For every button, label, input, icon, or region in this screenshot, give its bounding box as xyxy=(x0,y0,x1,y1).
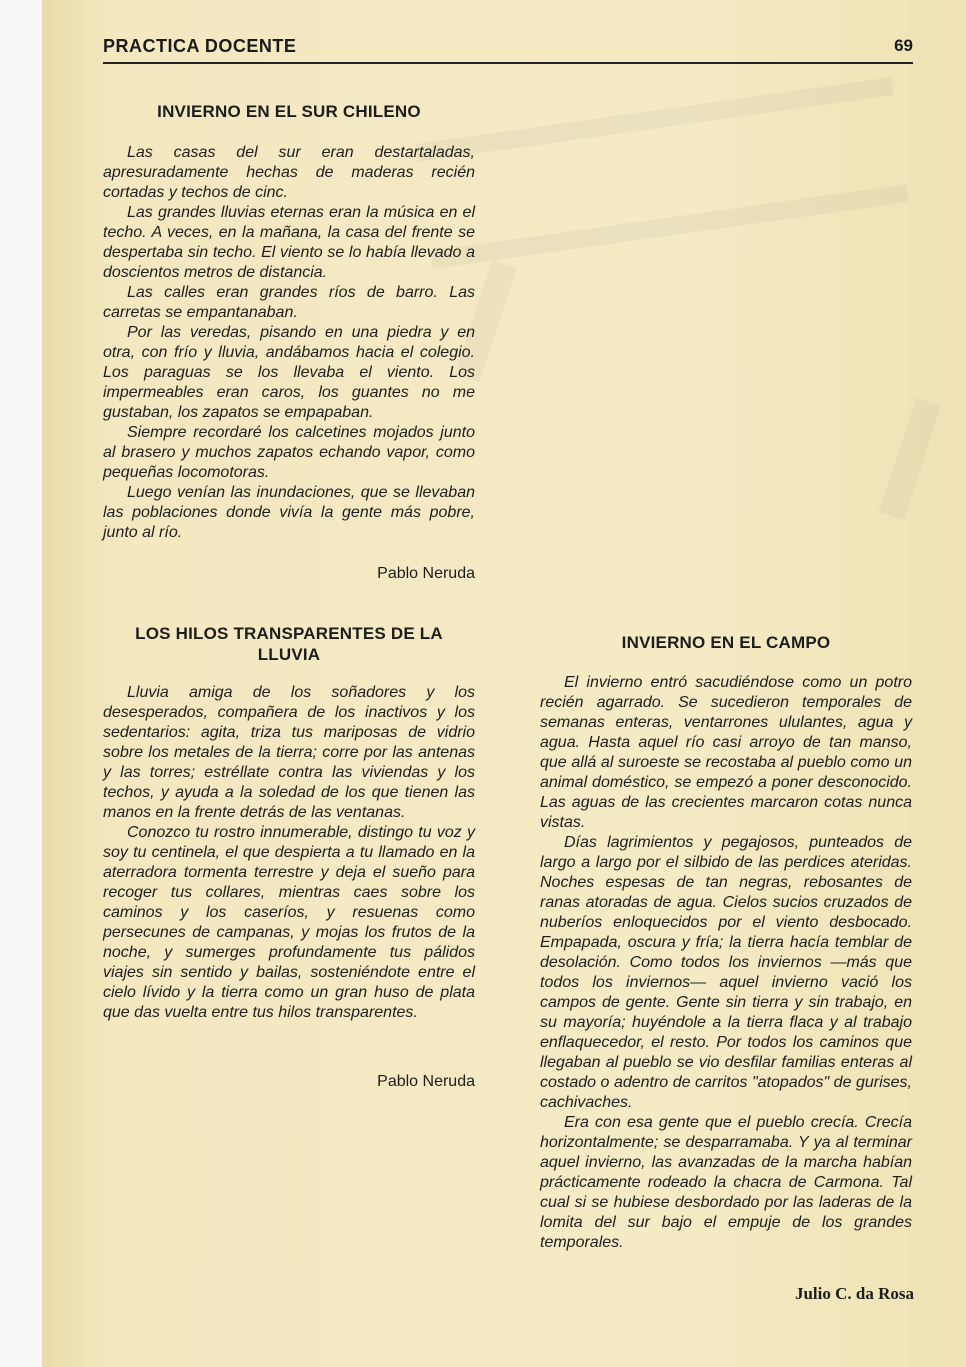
paragraph: Lluvia amiga de los soñadores y los desesperados, compañera de los inactivos y los sedentarios: agita, triza tus mariposas de vidrio sobre los metales de la tierra; corre por las antenas y las torres; estréllate contra las viviendas y los techos, y ayuda a la soledad de los que tienen las manos en la frente detrás de las ventanas. xyxy=(103,684,475,821)
paragraph: Siempre recordaré los calcetines mojados junto al brasero y muchos zapatos echando vapor, como pequeñas locomotoras. xyxy=(103,424,475,481)
paragraph: Días lagrimientos y pegajosos, punteados de largo a largo por el silbido de las perdices ateridas. Noches espesas de tan negras, rebosantes de ranas atoradas de agua. Cielos sucios cruzados de nuberíos enloquecidos por el viento desbocado. Empapada, oscura y fría; la tierra hacía temblar de desolación. Como todos los inviernos —más que todos los inviernos— aquel invierno vació los campos de gente. Gente sin tierra y sin trabajo, en su mayoría; huyéndole a la tierra flaca y al trabajo enflaquecedor, el resto. Por todos los caminos que llegaban al pueblo se vio desfilar familias enteras al costado o adentro de carritos "atopados" de gurises, cachivaches. xyxy=(540,834,912,1111)
article-body xyxy=(103,683,475,1023)
article-author: Pablo Neruda xyxy=(377,565,475,582)
article-title: INVIERNO EN EL SUR CHILENO xyxy=(157,102,421,121)
paragraph: Era con esa gente que el pueblo crecía. Crecía horizontalmente; se desparramaba. Y ya al terminar aquel invierno, las avanzadas de la marcha habían prácticamente rodeado la chacra de Carmona. Tal cual si se hubiese desbordado por las laderas de la lomita del sur bajo el empuje de los grandes temporales. xyxy=(540,1114,912,1251)
show-through-shape xyxy=(416,77,909,269)
paragraph: Luego venían las inundaciones, que se llevaban las poblaciones donde vivía la gente más pobre, junto al río. xyxy=(103,484,475,541)
page-header xyxy=(103,36,913,64)
paragraph: Las calles eran grandes ríos de barro. Las carretas se empantanaban. xyxy=(103,284,475,321)
paragraph: Conozco tu rostro innumerable, distingo tu voz y soy tu centinela, el que despierta a tu llamado en la aterradora tormenta terrestre y deja el sueño para recoger tus collares, mientras caes sobre los caminos y los caseríos, y resuenas como persecunes de campanas, y mojas los frutos de la noche, y sumerges profundamente tus pálidos viajes sin sentido y bailas, sosteniéndote entre el cielo lívido y la tierra como un gran huso de plata que das vuelta entre tus hilos transparentes. xyxy=(103,824,475,1021)
article-author: Julio C. da Rosa xyxy=(794,1284,914,1303)
section-title: PRACTICA DOCENTE xyxy=(103,36,297,56)
show-through-shape xyxy=(455,260,941,520)
article-title: INVIERNO EN EL CAMPO xyxy=(621,633,831,652)
paragraph: Las grandes lluvias eternas eran la música en el techo. A veces, en la mañana, la casa del frente se despertaba sin techo. El viento se lo había llevado a doscientos metros de distancia. xyxy=(103,204,475,281)
article-body xyxy=(540,673,912,1253)
article-body xyxy=(103,143,475,543)
paragraph: Por las veredas, pisando en una piedra y en otra, con frío y lluvia, andábamos hacia el colegio. Los paraguas se los llevaba el viento. Los impermeables eran caros, los guantes no me gustaban, los zapatos se empapaban. xyxy=(103,324,475,421)
article-author: Pablo Neruda xyxy=(377,1073,475,1090)
paragraph: Las casas del sur eran destartaladas, apresuradamente hechas de maderas recién cortadas y techos de cinc. xyxy=(103,144,475,201)
page-number: 69 xyxy=(894,36,913,55)
scan-margin xyxy=(0,0,42,1367)
paragraph: El invierno entró sacudiéndose como un potro recién agarrado. Se sucedieron temporales de semanas enteras, ventarrones ululantes, agua y agua. Hasta aquel río casi arroyo de tan manso, que allá al suroeste se recostaba al pueblo como un animal doméstico, se empezó a poner desconocido. Las aguas de las crecientes marcaron cotas nunca vistas. xyxy=(540,674,912,831)
article-title: LOS HILOS TRANSPARENTES DE LA LLUVIA xyxy=(135,624,443,664)
